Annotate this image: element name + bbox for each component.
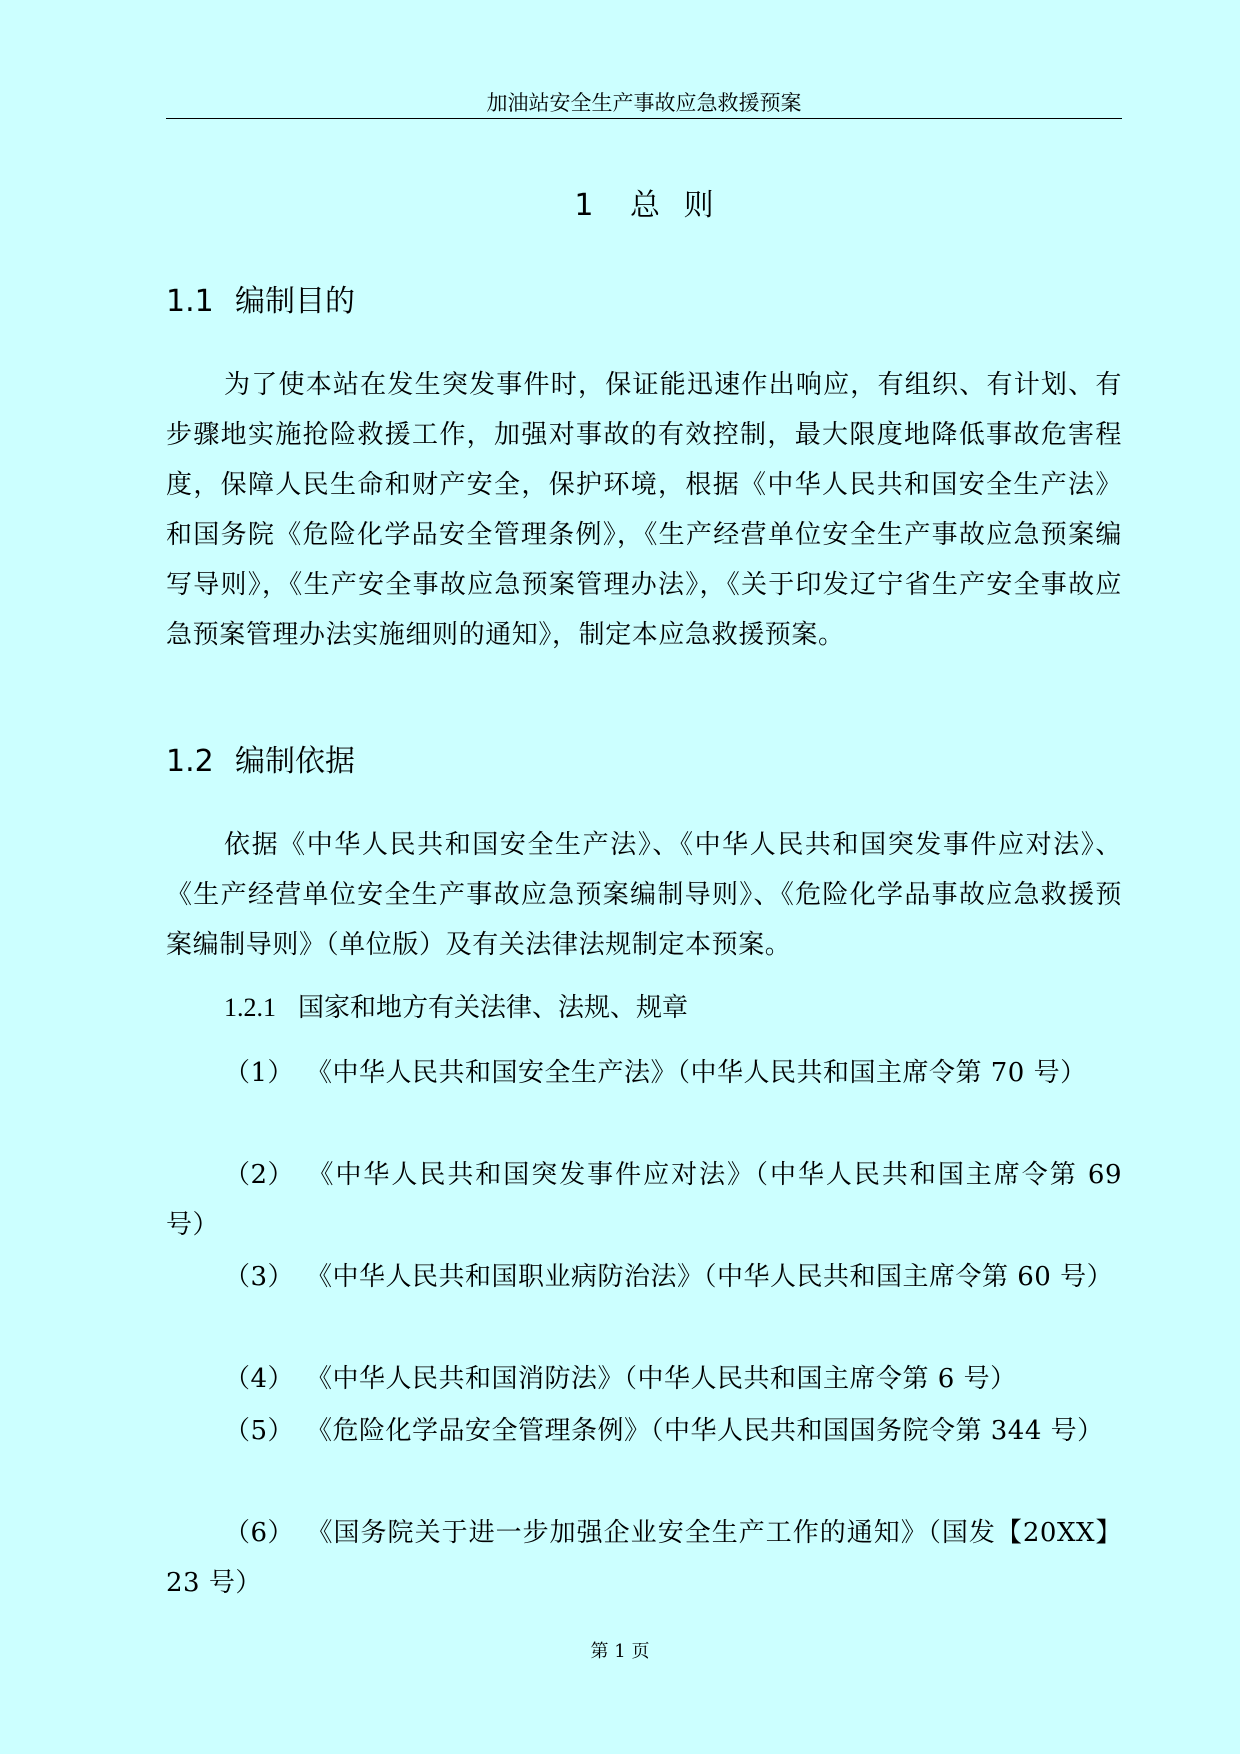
section-1-2-body: 依据《中华人民共和国安全生产法》、《中华人民共和国突发事件应对法》、《生产经营单位安全生产事故应急预案编制导则》、《危险化学品事故应急救援预案编制导则》（单位版）及有关法律法规制定本预案。 — [166, 830, 1122, 960]
section-1-1-body: 为了使本站在发生突发事件时，保证能迅速作出响应，有组织、有计划、有步骤地实施抢险救援工作，加强对事故的有效控制，最大限度地降低事故危害程度，保障人民生命和财产安全，保护环境，根据《中华人民共和国安全生产法》和国务院《危险化学品安全管理条例》，《生产经营单位安全生产事故应急预案编写导则》，《生产安全事故应急预案管理办法》，《关于印发辽宁省生产安全事故应急预案管理办法实施细则的通知》，制定本应急救援预案。 — [166, 370, 1122, 650]
section-1-1-heading — [166, 282, 1122, 322]
law-item-number: （2） — [224, 1160, 295, 1190]
section-1-2-number: 1.2 — [166, 744, 214, 779]
law-item-text: 《中华人民共和国消防法》（中华人民共和国主席令第 6 号） — [306, 1364, 1017, 1394]
section-1-2-1-heading — [224, 988, 1122, 1028]
law-item-text: 《国务院关于进一步加强企业安全生产工作的通知》（国发【20XX】23 号） — [166, 1518, 1122, 1598]
law-item-number: （5） — [224, 1416, 295, 1446]
law-list-item — [166, 1406, 1122, 1456]
section-1-2-1-title: 国家和地方有关法律、法规、规章 — [298, 993, 689, 1023]
chapter-title — [166, 186, 1122, 226]
running-header — [166, 90, 1122, 119]
section-1-2-1-number: 1.2.1 — [224, 993, 276, 1022]
law-item-number: （4） — [224, 1364, 295, 1394]
section-1-1-number: 1.1 — [166, 284, 214, 319]
law-list-item — [166, 1354, 1122, 1404]
chapter-number: 1 — [574, 188, 594, 223]
law-item-text: 《危险化学品安全管理条例》（中华人民共和国国务院令第 344 号） — [306, 1416, 1104, 1446]
law-item-text: 《中华人民共和国安全生产法》（中华人民共和国主席令第 70 号） — [306, 1058, 1087, 1088]
law-item-number: （1） — [224, 1058, 295, 1088]
chapter-title-char-2: 则 — [683, 188, 714, 223]
law-item-number: （6） — [224, 1518, 295, 1548]
law-item-number: （3） — [224, 1262, 295, 1292]
law-item-text: 《中华人民共和国突发事件应对法》（中华人民共和国主席令第 69 号） — [166, 1160, 1122, 1240]
section-1-1-title: 编制目的 — [235, 284, 355, 319]
law-list-item — [166, 1150, 1122, 1250]
running-header-title: 加油站安全生产事故应急救援预案 — [486, 91, 802, 115]
section-1-2-heading — [166, 742, 1122, 782]
page-number: 第 1 页 — [590, 1641, 650, 1662]
chapter-title-char-1: 总 — [630, 188, 661, 223]
law-list-item — [166, 1508, 1122, 1608]
law-list-item — [166, 1252, 1122, 1302]
law-list-item — [166, 1048, 1122, 1098]
law-item-text: 《中华人民共和国职业病防治法》（中华人民共和国主席令第 60 号） — [306, 1262, 1114, 1292]
section-1-2-title: 编制依据 — [235, 744, 355, 779]
